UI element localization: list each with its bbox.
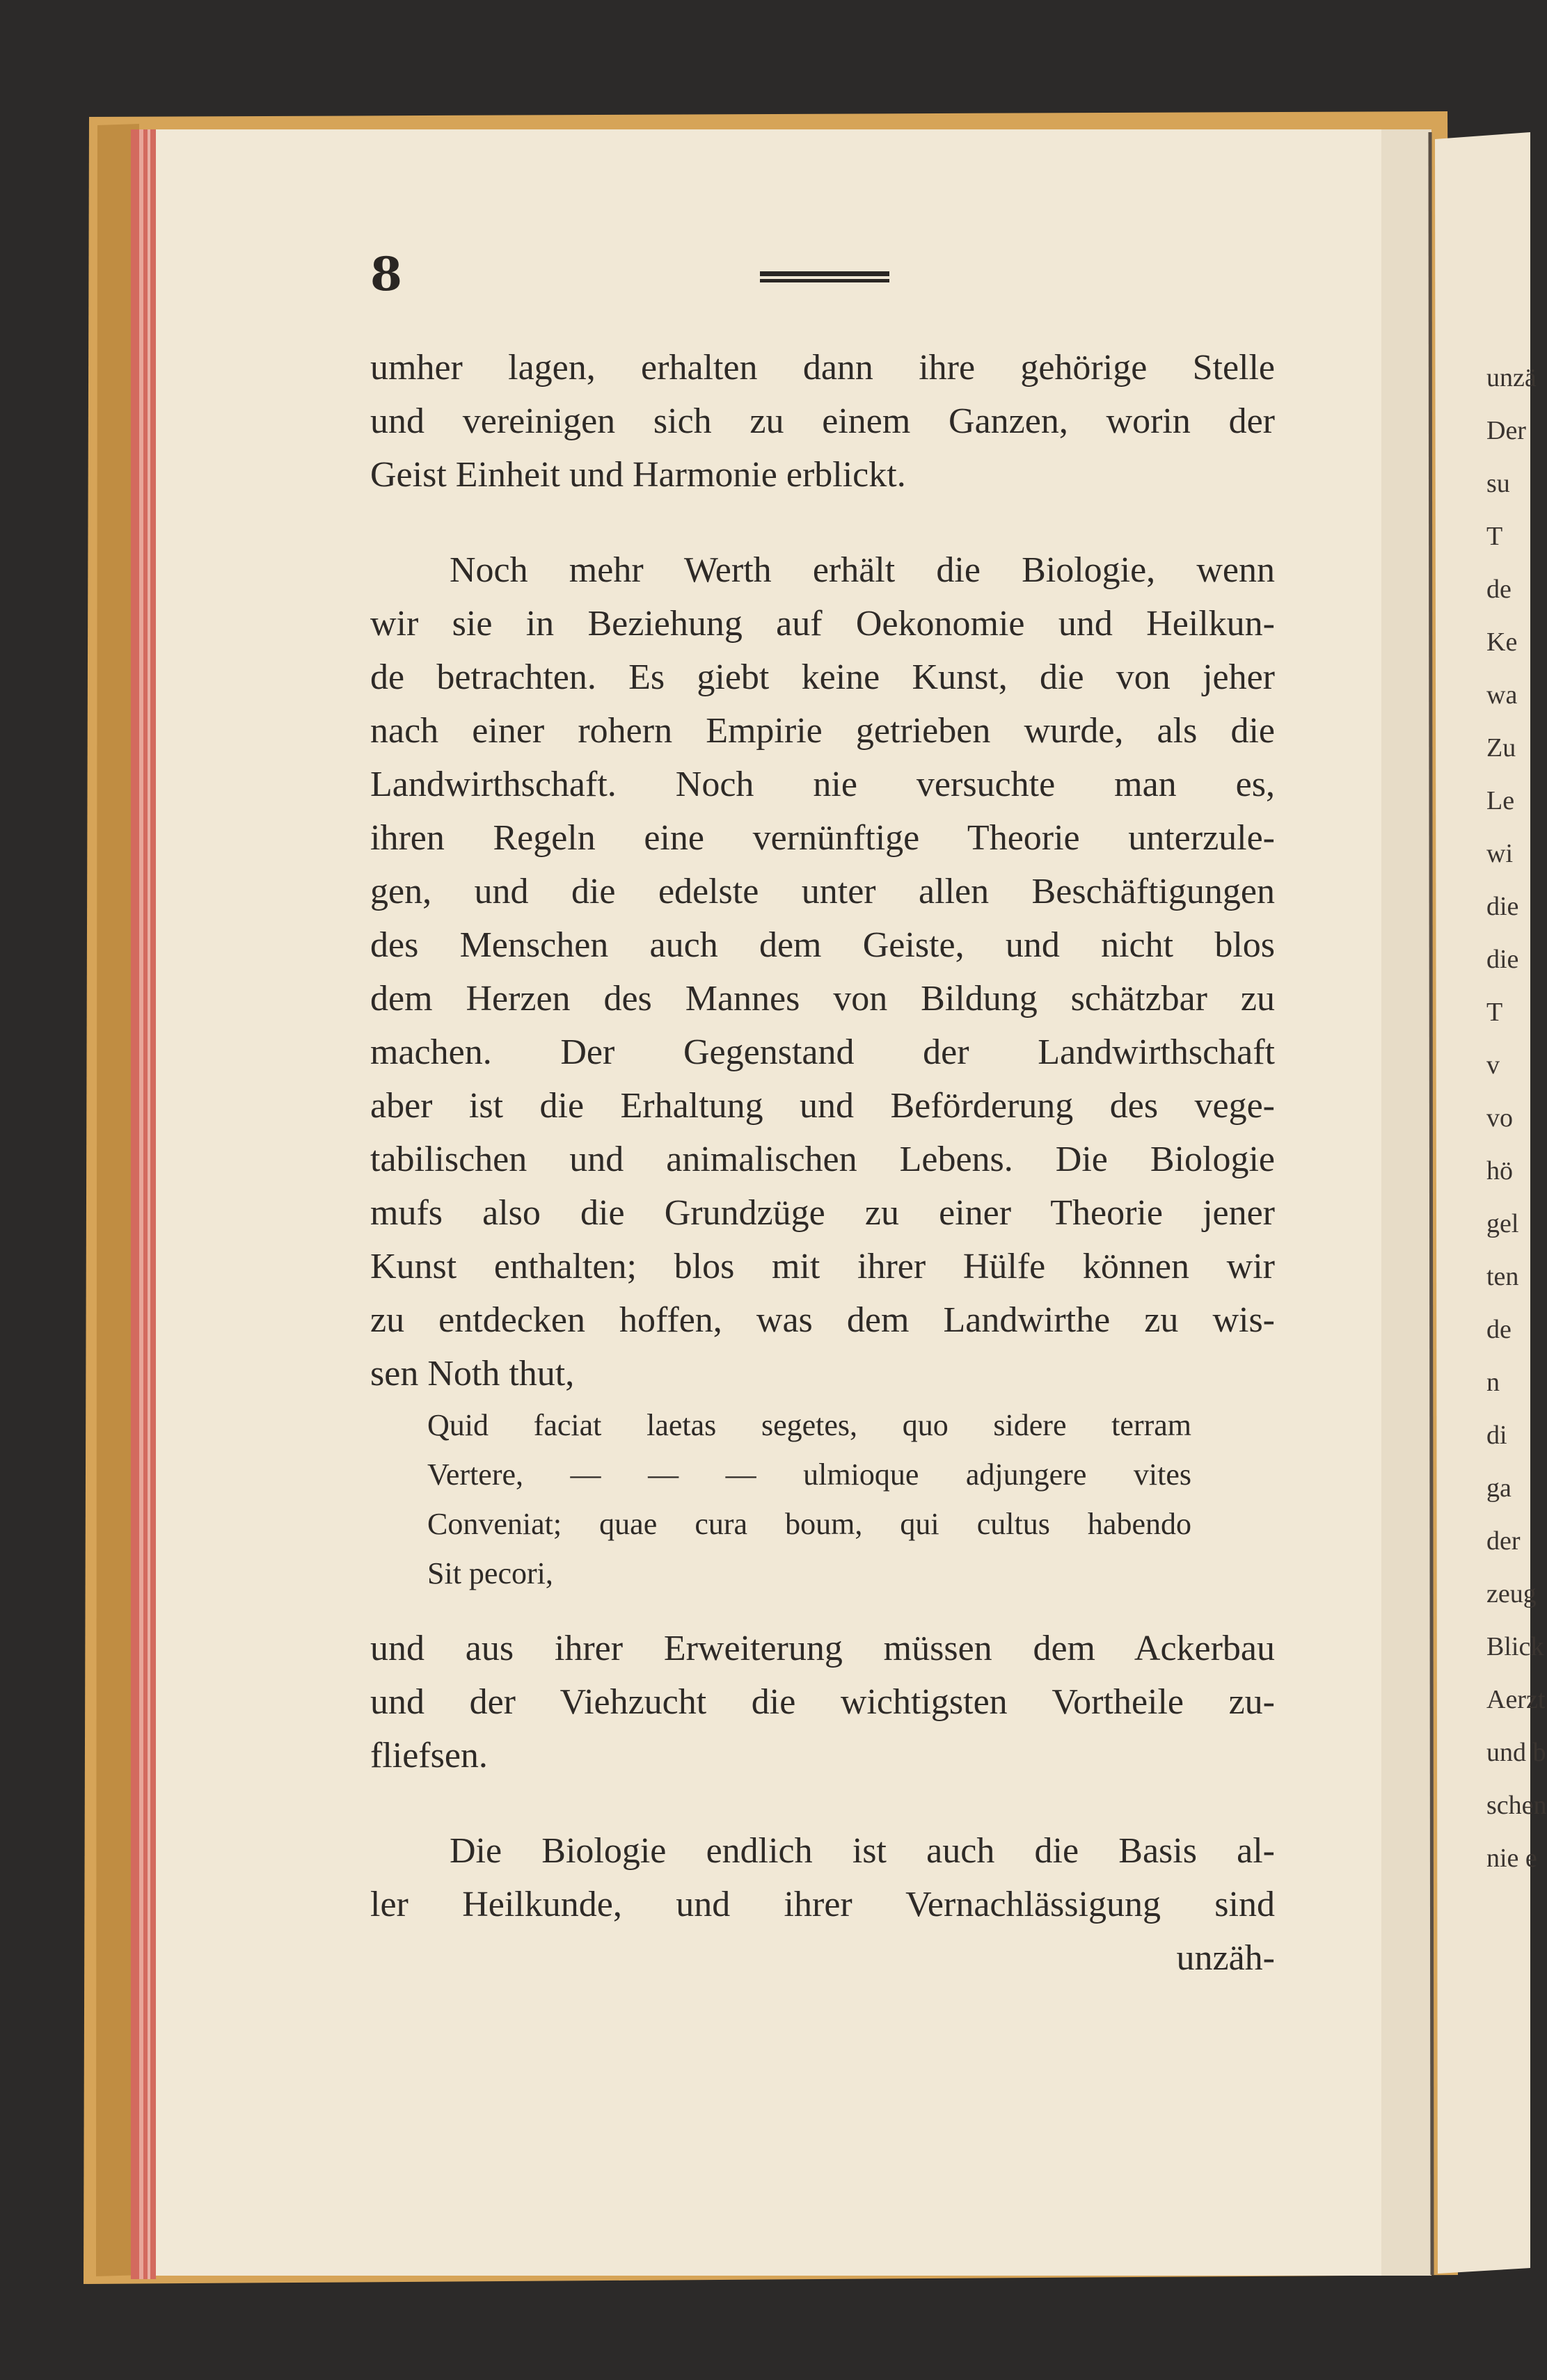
text-line: aber ist die Erhaltung und Beförderung des vege- — [370, 1086, 1275, 1126]
text-line: ler Heilkunde, und ihrer Vernachlässigung sind — [370, 1885, 1275, 1924]
catchword: unzäh- — [1176, 1938, 1275, 1978]
text-line: umher lagen, erhalten dann ihre gehörige Stelle — [370, 348, 1275, 388]
text-line: und aus ihrer Erweiterung müssen dem Ackerbau — [370, 1629, 1275, 1668]
header-rule-bar — [760, 279, 889, 282]
text-line: ihren Regeln eine vernünftige Theorie unterzule- — [370, 818, 1275, 858]
text-line: Geist Einheit und Harmonie erblickt. — [370, 455, 906, 495]
quote-line: Sit pecori, — [427, 1556, 553, 1590]
quote-line: Quid faciat laetas segetes, quo sidere terram — [427, 1408, 1191, 1442]
facing-fragment: su — [1486, 469, 1510, 498]
text-line: Noch mehr Werth erhält die Biologie, wenn — [450, 550, 1275, 590]
facing-fragment: gel — [1486, 1209, 1519, 1238]
body-text — [370, 341, 1275, 1985]
text-line: mufs also die Grundzüge zu einer Theorie jener — [370, 1193, 1275, 1233]
facing-page-text — [1486, 351, 1547, 1885]
text-line: Die Biologie endlich ist auch die Basis al- — [450, 1831, 1275, 1871]
text-line: fliefsen. — [370, 1736, 488, 1775]
text-line: machen. Der Gegenstand der Landwirthschaft — [370, 1032, 1275, 1072]
facing-fragment: die — [1486, 945, 1519, 974]
paragraph-gap — [370, 1598, 1275, 1622]
facing-fragment: de — [1486, 575, 1512, 604]
facing-fragment: der — [1486, 1526, 1521, 1556]
facing-fragment: Zu — [1486, 733, 1516, 762]
facing-fragment: Aerzt — [1486, 1685, 1546, 1714]
facing-fragment: hö — [1486, 1156, 1513, 1185]
text-line: de betrachten. Es giebt keine Kunst, die von jeher — [370, 657, 1275, 697]
header-rule — [760, 271, 889, 287]
facing-fragment: ten — [1486, 1262, 1519, 1291]
text-line: Kunst enthalten; blos mit ihrer Hülfe können wir — [370, 1247, 1275, 1286]
facing-fragment: unzä — [1486, 363, 1537, 392]
facing-fragment: di — [1486, 1421, 1507, 1450]
text-line: Landwirthschaft. Noch nie versuchte man es, — [370, 765, 1275, 804]
text-line: des Menschen auch dem Geiste, und nicht blos — [370, 925, 1275, 965]
facing-fragment: v — [1486, 1051, 1500, 1080]
facing-fragment: ga — [1486, 1473, 1512, 1503]
facing-fragment: Ke — [1486, 628, 1518, 657]
text-line: tabilischen und animalischen Lebens. Die Biologie — [370, 1140, 1275, 1179]
quote-line: Conveniat; quae cura boum, qui cultus habendo — [427, 1507, 1191, 1541]
facing-fragment: de — [1486, 1315, 1512, 1344]
facing-fragment: die — [1486, 892, 1519, 921]
paragraph-gap — [370, 1782, 1275, 1824]
text-line: und vereinigen sich zu einem Ganzen, worin der — [370, 401, 1275, 441]
latin-quote — [370, 1400, 1275, 1598]
header-rule-bar — [760, 271, 889, 276]
text-line: und der Viehzucht die wichtigsten Vortheile zu- — [370, 1682, 1275, 1722]
facing-fragment: wi — [1486, 839, 1513, 868]
text-line: nach einer rohern Empirie getrieben wurde, als die — [370, 711, 1275, 751]
facing-fragment: T — [1486, 998, 1503, 1027]
text-line: gen, und die edelste unter allen Beschäftigungen — [370, 872, 1275, 911]
facing-fragment: Blick — [1486, 1632, 1544, 1661]
facing-fragment: vo — [1486, 1103, 1513, 1133]
page-number: 8 — [370, 247, 402, 301]
facing-fragment: Der — [1486, 416, 1526, 445]
text-line: wir sie in Beziehung auf Oekonomie und Heilkun- — [370, 604, 1275, 644]
text-line: sen Noth thut, — [370, 1354, 575, 1393]
facing-fragment: und b — [1486, 1738, 1546, 1767]
text-line: dem Herzen des Mannes von Bildung schätzbar zu — [370, 979, 1275, 1019]
facing-fragment: T — [1486, 522, 1503, 551]
facing-fragment: schen — [1486, 1791, 1547, 1820]
facing-fragment: zeug — [1486, 1579, 1537, 1608]
facing-fragment: nie e — [1486, 1844, 1537, 1873]
quote-line: Vertere, — — — ulmioque adjungere vites — [427, 1457, 1191, 1492]
text-line: zu entdecken hoffen, was dem Landwirthe zu wis- — [370, 1300, 1275, 1340]
facing-fragment: Le — [1486, 786, 1515, 815]
paragraph-gap — [370, 502, 1275, 543]
facing-fragment: n — [1486, 1368, 1500, 1397]
facing-fragment: wa — [1486, 680, 1518, 710]
